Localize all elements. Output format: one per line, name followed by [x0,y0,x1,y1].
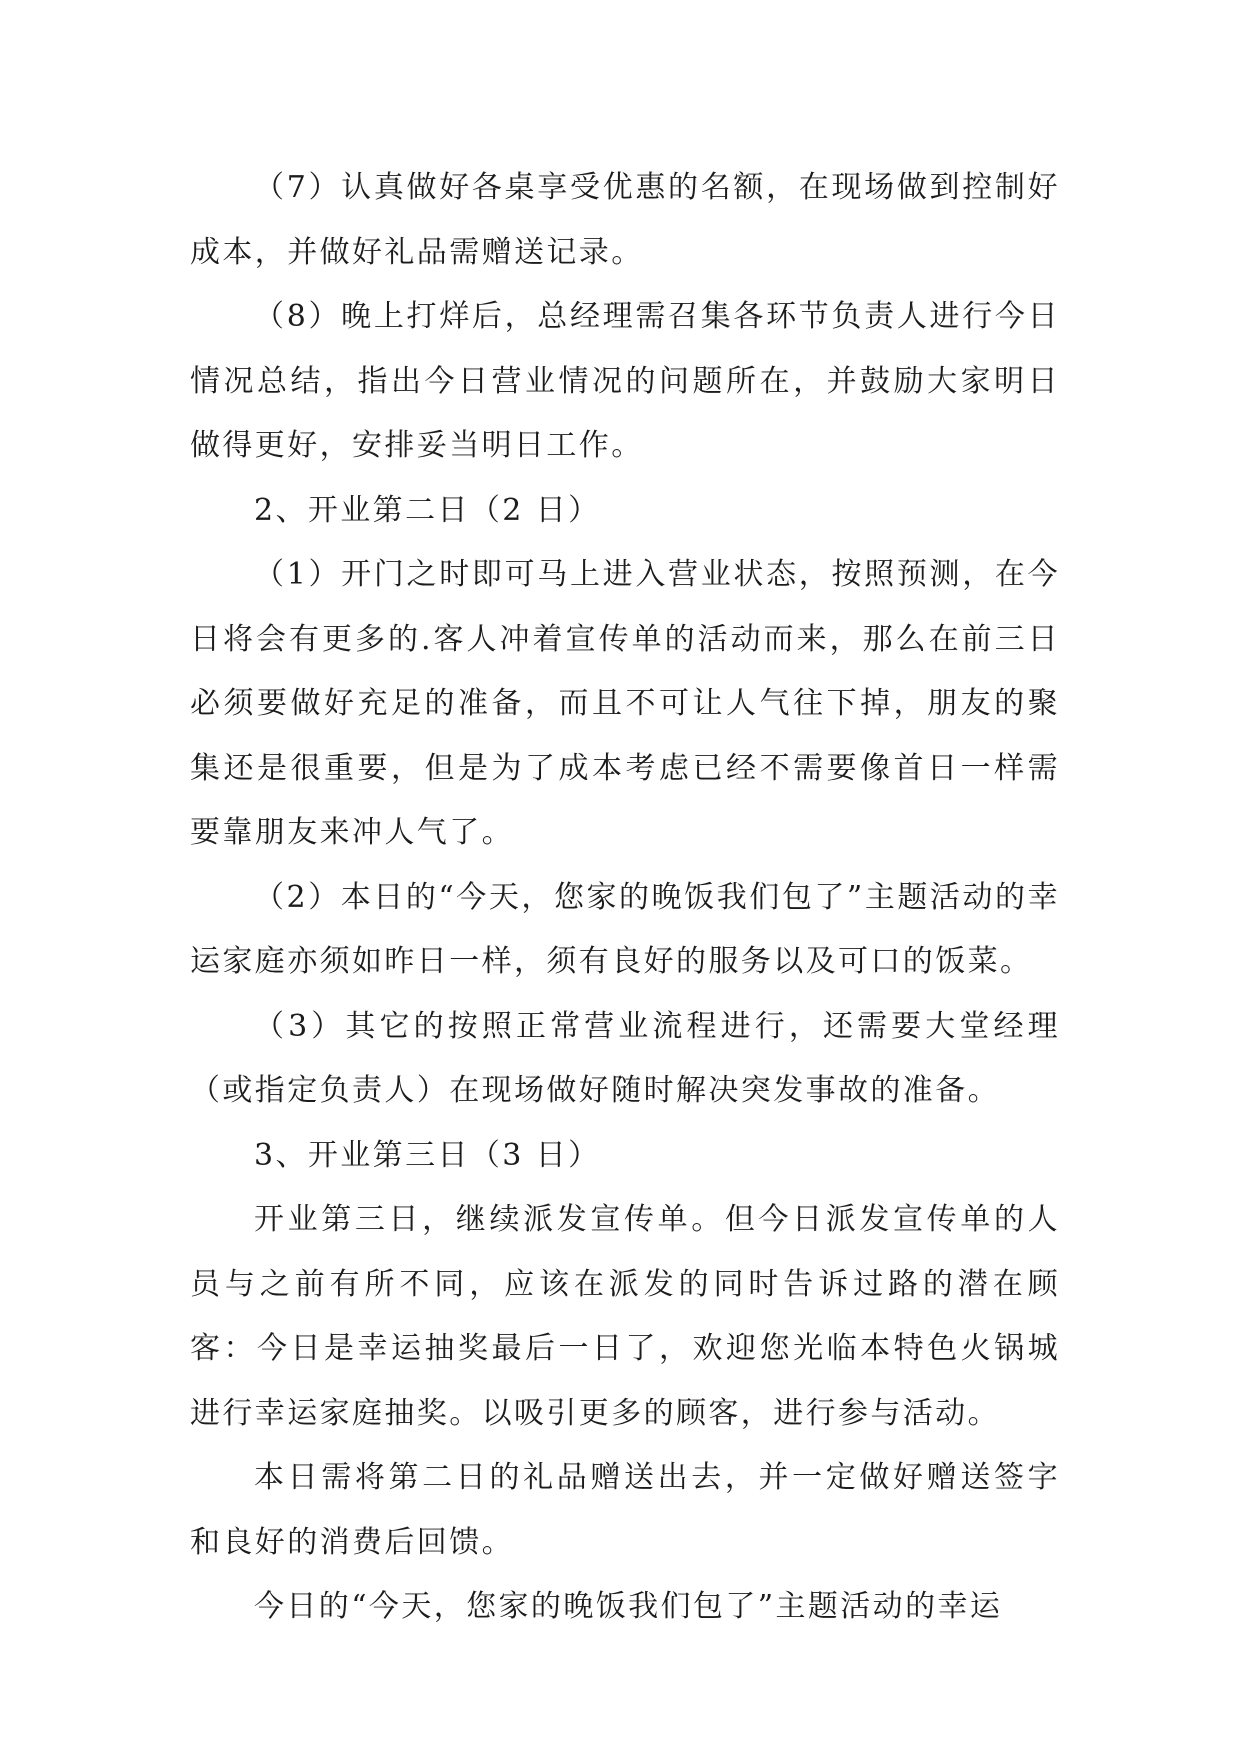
paragraph-day3-gifts: 本日需将第二日的礼品赠送出去，并一定做好赠送签字和良好的消费后回馈。 [190,1460,1060,1560]
section-heading-day-2: 2、开业第二日（2 日） [254,492,601,528]
paragraph-day3-flyers: 开业第三日，继续派发宣传单。但今日派发宣传单的人员与之前有所不同，应该在派发的同时告诉过路的潜在顾客：今日是幸运抽奖最后一日了，欢迎您光临本特色火锅城进行幸运家庭抽奖。以吸引更多的顾客，进行参与活动。 [190,1202,1060,1431]
paragraph-day2-item-3: （3）其它的按照正常营业流程进行，还需要大堂经理（或指定负责人）在现场做好随时解决突发事故的准备。 [190,1008,1060,1108]
paragraph-item-7: （7）认真做好各桌享受优惠的名额，在现场做到控制好成本，并做好礼品需赠送记录。 [190,170,1060,270]
paragraph-day2-item-1: （1）开门之时即可马上进入营业状态，按照预测，在今日将会有更多的.客人冲着宣传单的活动而来，那么在前三日必须要做好充足的准备，而且不可让人气往下掉，朋友的聚集还是很重要，但是为了成本考虑已经不需要像首日一样需要靠朋友来冲人气了。 [190,557,1060,850]
document-body [190,156,1060,1640]
section-heading-day-3: 3、开业第三日（3 日） [254,1137,601,1173]
paragraph-day2-item-2: （2）本日的“今天，您家的晚饭我们包了”主题活动的幸运家庭亦须如昨日一样，须有良好的服务以及可口的饭菜。 [190,879,1060,979]
paragraph-item-8: （8）晚上打烊后，总经理需召集各环节负责人进行今日情况总结，指出今日营业情况的问题所在，并鼓励大家明日做得更好，安排妥当明日工作。 [190,299,1060,463]
paragraph-day3-theme: 今日的“今天，您家的晚饭我们包了”主题活动的幸运 [254,1589,1003,1624]
